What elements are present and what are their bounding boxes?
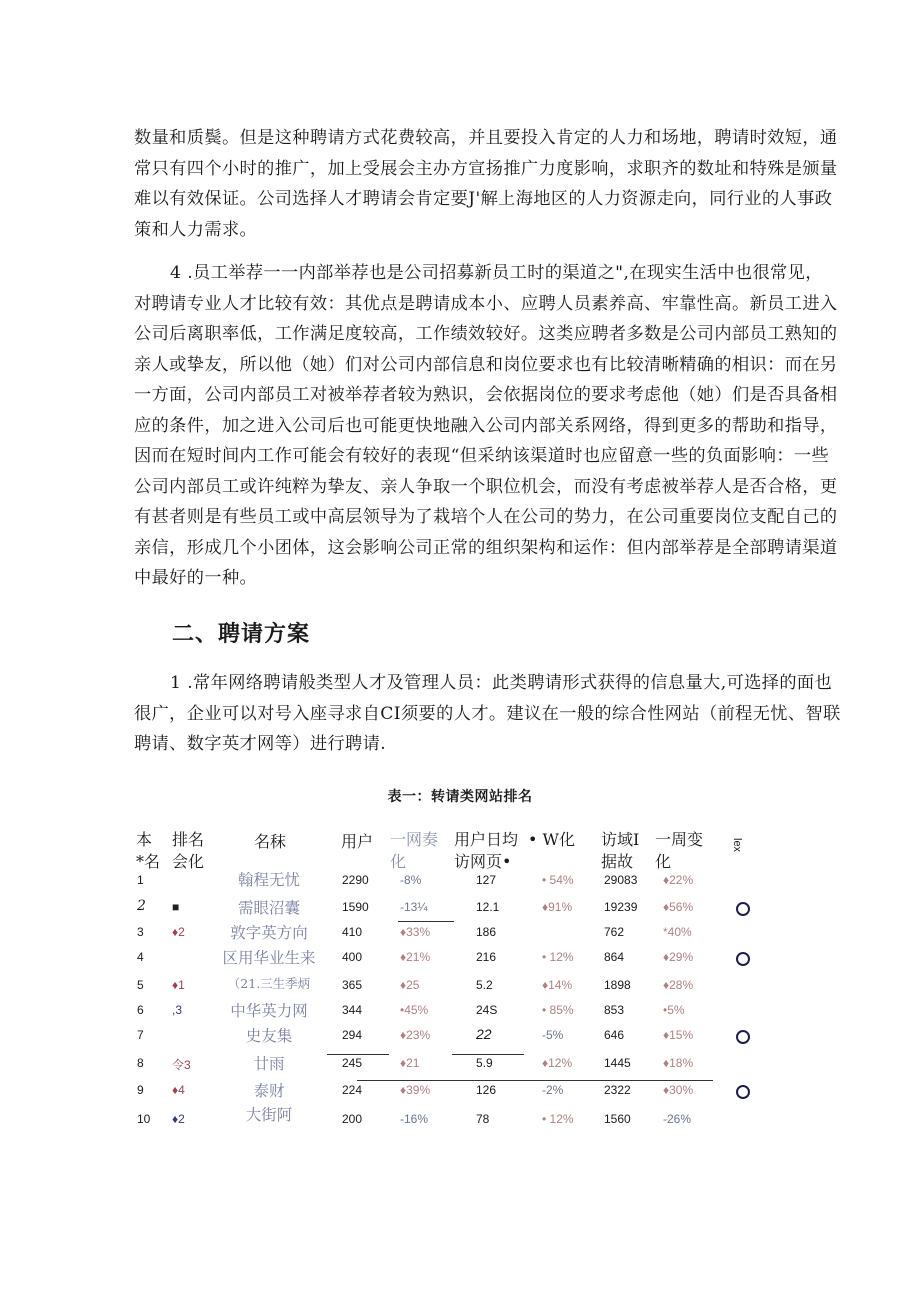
column-header: 一周变 化	[655, 830, 704, 871]
text-line: 公司后离职率低，工作满足度较高，工作绩效较好。这类应聘者多数是公司内部员工熟知的	[134, 324, 838, 344]
pageviews-cell: 24S	[476, 1003, 498, 1017]
visits-cell: 1445	[604, 1056, 631, 1070]
column-header: 一网奏 化	[390, 830, 439, 871]
users-cell: 224	[342, 1083, 363, 1097]
users-change-cell: ♦21	[400, 1056, 420, 1070]
text-line: 应的条件，加之进入公司后也可能更快地融入公司内部关系网络，得到更多的帮助和指导，	[134, 415, 838, 436]
pageviews-cell: 5.2	[476, 978, 493, 992]
visits-cell: 646	[604, 1028, 625, 1042]
column-header: lex	[731, 838, 743, 853]
users-cell: 400	[342, 950, 363, 964]
users-cell: 1590	[342, 900, 369, 914]
text-line: 因而在短时间内工作可能会有较好的表现“但采纳该渠道时也应留意一些的负面影响：一些	[134, 446, 830, 466]
table-caption: 表一：转请类网站排名	[387, 789, 533, 805]
text-line: 公司内部员工或许纯粹为挚友、亲人争取一个职位机会，而没有考虑被举荐人是否合格，更	[134, 476, 838, 497]
rank-change-cell: ♦1	[172, 978, 185, 992]
visits-cell: 864	[604, 950, 625, 964]
table-rule	[327, 1054, 389, 1055]
site-name-cell: 翰程无忧	[237, 871, 300, 889]
site-name-cell: 区用华业生来	[222, 949, 316, 967]
column-header: 用户	[341, 832, 374, 851]
visits-cell: 2322	[604, 1083, 631, 1097]
pageviews-cell: 216	[476, 950, 497, 964]
week-change-cell: *40%	[663, 925, 692, 939]
rank-cell: 1	[137, 873, 144, 887]
column-header: 访域I 据故	[601, 830, 640, 871]
users-change-cell: -8%	[400, 873, 422, 887]
users-change-cell: ♦39%	[400, 1083, 431, 1097]
users-cell: 294	[342, 1028, 363, 1042]
pageviews-change-cell: -5%	[542, 1028, 564, 1042]
users-change-cell: -16%	[400, 1112, 429, 1126]
rank-cell: 4	[137, 950, 144, 964]
rank-cell: 2	[137, 898, 146, 914]
users-cell: 2290	[342, 873, 369, 887]
visits-cell: 1560	[604, 1112, 631, 1126]
pageviews-change-cell: ♦91%	[542, 900, 573, 914]
column-header: 名秣	[254, 832, 287, 851]
column-header: 本 *名	[136, 830, 161, 871]
pageviews-cell: 127	[476, 873, 497, 887]
users-cell: 200	[342, 1112, 363, 1126]
table-rule	[452, 1054, 524, 1055]
ring-marker-icon	[736, 1030, 750, 1044]
pageviews-cell: 22	[476, 1026, 492, 1042]
table-rule	[592, 1080, 712, 1081]
visits-cell: 853	[604, 1003, 625, 1017]
week-change-cell: ♦18%	[663, 1056, 694, 1070]
text-line: 1 .常年网络聘请般类型人才及管理人员：此类聘请形式获得的信息量大,可选择的面也	[170, 673, 833, 693]
pageviews-cell: 12.1	[476, 900, 500, 914]
users-cell: 245	[342, 1056, 363, 1070]
text-line: 常只有四个小时的推广，加上受展会主办方宣扬推广力度影响，求职齐的数址和特殊是颁量	[134, 158, 838, 179]
users-change-cell: -13¼	[400, 900, 428, 914]
site-name-cell: 史友集	[245, 1027, 293, 1045]
text-line: 很广，企业可以对号入座寻求自CI须要的人才。建议在一般的综合性网站（前程无忧、智联	[134, 703, 841, 724]
section-heading: 二、聘请方案	[172, 622, 311, 647]
pageviews-change-cell: ♦14%	[542, 978, 573, 992]
pageviews-cell: 5.9	[476, 1056, 493, 1070]
text-line: 数量和质鬓。但是这种聘请方式花费较高，并且要投入肯定的人力和场地，聘请时效短，通	[134, 128, 838, 148]
pageviews-change-cell: • 12%	[542, 1112, 574, 1126]
ring-marker-icon	[736, 952, 750, 966]
text-line: 4 .员工举荐一一内部举荐也是公司招募新员工时的渠道之",在现实生活中也很常见，	[170, 263, 823, 283]
site-name-cell: （21.三生季炳	[227, 976, 311, 991]
rank-cell: 7	[137, 1028, 144, 1042]
users-change-cell: ♦25	[400, 978, 420, 992]
users-cell: 344	[342, 1003, 363, 1017]
week-change-cell: ♦28%	[663, 978, 694, 992]
users-cell: 410	[342, 925, 363, 939]
site-name-cell: 廿雨	[253, 1055, 285, 1073]
pageviews-cell: 78	[476, 1112, 490, 1126]
site-name-cell: 中华英力网	[230, 1002, 308, 1020]
ring-marker-icon	[736, 1085, 750, 1099]
rank-change-cell: 令3	[172, 1058, 191, 1072]
week-change-cell: ♦15%	[663, 1028, 694, 1042]
visits-cell: 29083	[604, 873, 638, 887]
column-header: 排名 会化	[172, 830, 205, 871]
rank-change-cell: ,3	[172, 1003, 183, 1017]
text-line: 对聘请专业人才比较有效：其优点是聘请成本小、应聘人员素养高、牢靠性高。新员工进入	[134, 293, 838, 314]
week-change-cell: ♦30%	[663, 1083, 694, 1097]
users-change-cell: ♦21%	[400, 950, 431, 964]
column-header: • W化	[528, 830, 575, 849]
visits-cell: 762	[604, 925, 625, 939]
text-line: 亲信，形成几个小团体，这会影响公司正常的组织架构和运作：但内部举荐是全部聘请渠道	[134, 537, 838, 558]
pageviews-cell: 126	[476, 1083, 497, 1097]
rank-cell: 6	[137, 1003, 144, 1017]
text-line: 难以有效保证。公司选择人才聘请会肯定要J'解上海地区的人力资源走向，同行业的人事政	[134, 189, 833, 209]
rank-cell: 3	[137, 925, 144, 939]
site-name-cell: 大街阿	[245, 1106, 293, 1124]
rank-change-cell: ♦2	[172, 1112, 185, 1126]
pageviews-change-cell: -2%	[542, 1083, 564, 1097]
pageviews-change-cell: • 54%	[542, 873, 574, 887]
visits-cell: 1898	[604, 978, 631, 992]
ring-marker-icon	[736, 902, 750, 916]
rank-change-cell: ♦2	[172, 925, 185, 939]
text-line: 聘请、数字英才网等）进行聘请.	[134, 734, 387, 754]
rank-cell: 9	[137, 1083, 144, 1097]
text-line: 策和人力需求。	[134, 219, 258, 240]
text-line: 亲人或挚友，所以他（她）们对公司内部信息和岗位要求也有比较清晰精确的相识：而在另	[134, 354, 838, 375]
text-line: 有甚者则是有些员工或中高层领导为了栽培个人在公司的势力，在公司重要岗位支配自己的	[134, 507, 838, 527]
pageviews-change-cell: • 12%	[542, 950, 574, 964]
pageviews-cell: 186	[476, 925, 497, 939]
site-name-cell: 需眼沼囊	[237, 899, 300, 917]
rank-cell: 10	[137, 1112, 151, 1126]
table-rule	[398, 921, 454, 922]
week-change-cell: -26%	[663, 1112, 692, 1126]
text-line: 中最好的一种。	[134, 568, 258, 588]
users-cell: 365	[342, 978, 363, 992]
rank-change-cell: ♦4	[172, 1083, 185, 1097]
rank-cell: 5	[137, 978, 144, 992]
rank-cell: 8	[137, 1056, 144, 1070]
week-change-cell: ♦22%	[663, 873, 694, 887]
column-header: 用户日均 访网页•	[454, 830, 519, 871]
rank-change-cell: ■	[172, 900, 180, 914]
week-change-cell: ♦56%	[663, 900, 694, 914]
site-name-cell: 敦字英方向	[230, 924, 308, 942]
pageviews-change-cell: ♦12%	[542, 1056, 573, 1070]
week-change-cell: ♦29%	[663, 950, 694, 964]
visits-cell: 19239	[604, 900, 638, 914]
week-change-cell: •5%	[663, 1003, 685, 1017]
site-name-cell: 泰财	[253, 1082, 285, 1100]
users-change-cell: ♦33%	[400, 925, 431, 939]
text-line: 一方面，公司内部员工对被举荐者较为熟识，会依据岗位的要求考虑他（她）们是否具备相	[134, 385, 838, 405]
pageviews-change-cell: • 85%	[542, 1003, 574, 1017]
users-change-cell: •45%	[400, 1003, 429, 1017]
users-change-cell: ♦23%	[400, 1028, 431, 1042]
